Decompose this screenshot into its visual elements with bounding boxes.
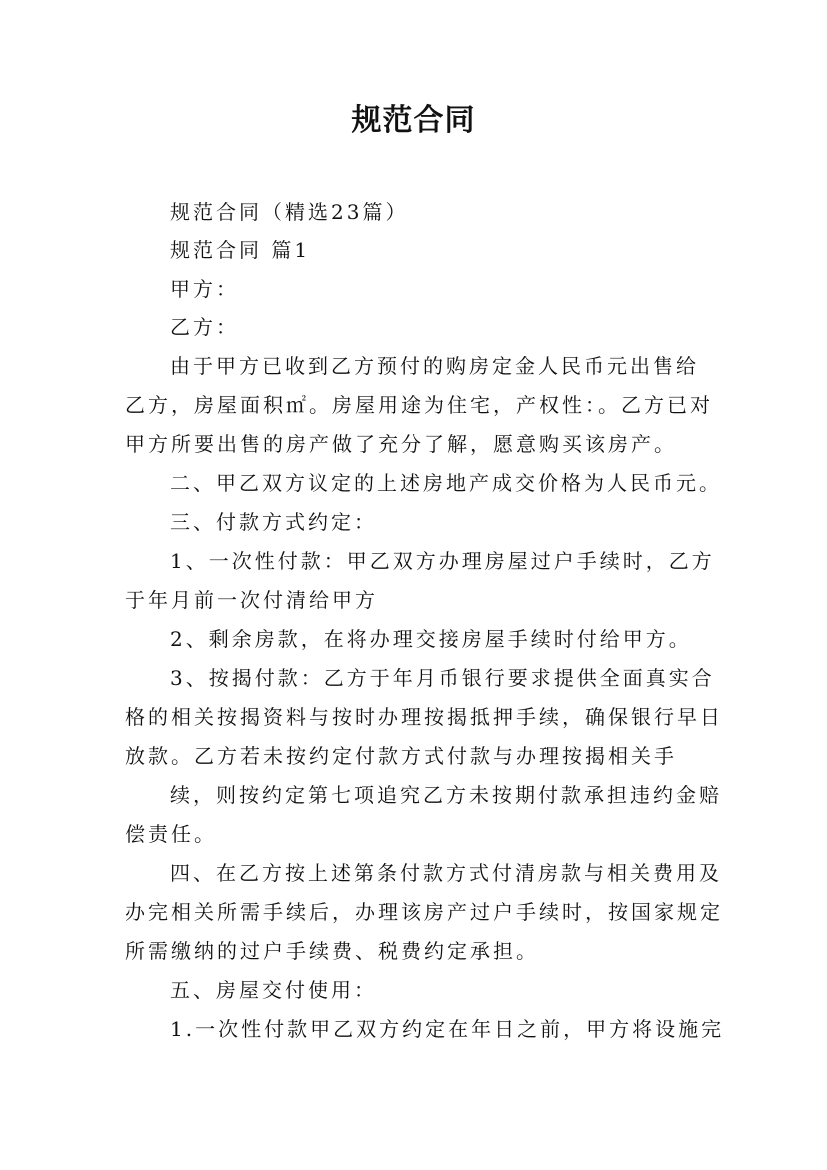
paragraph-line: 2、剩余房款，在将办理交接房屋手续时付给甲方。: [170, 627, 692, 651]
paragraph-line: 偿责任。: [125, 822, 217, 846]
paragraph-line: 1.一次性付款甲乙双方约定在年日之前，甲方将设施完: [170, 1017, 725, 1041]
paragraph-line: 甲方所要出售的房产做了充分了解，愿意购买该房产。: [125, 432, 677, 456]
clause-three-heading: 三、付款方式约定：: [170, 510, 377, 534]
paragraph-line: 3、按揭付款：乙方于年月币银行要求提供全面真实合: [170, 666, 715, 690]
paragraph-line: 由于甲方已收到乙方预付的购房定金人民币元出售给: [170, 354, 699, 378]
paragraph-line: 于年月前一次付清给甲方: [125, 588, 378, 612]
paragraph-line: 格的相关按揭资料与按时办理按揭抵押手续，确保银行早日: [125, 705, 723, 729]
party-a-label: 甲方：: [170, 277, 239, 301]
paragraph-line: 乙方，房屋面积㎡。房屋用途为住宅，产权性：。乙方已对: [125, 393, 713, 417]
document-title: 规范合同: [351, 103, 476, 138]
paragraph-line: 所需缴纳的过户手续费、税费约定承担。: [125, 939, 539, 963]
paragraph-line: 四、在乙方按上述第条付款方式付清房款与相关费用及: [170, 861, 722, 885]
paragraph-line: 续，则按约定第七项追究乙方未按期付款承担违约金赔: [170, 783, 722, 807]
section-heading: 规范合同 篇1: [170, 238, 311, 262]
paragraph-line: 1、一次性付款：甲乙双方办理房屋过户手续时，乙方: [170, 549, 715, 573]
paragraph-line: 办完相关所需手续后，办理该房产过户手续时，按国家规定: [125, 900, 723, 924]
paragraph-line: 放款。乙方若未按约定付款方式付款与办理按揭相关手: [125, 744, 677, 768]
party-b-label: 乙方：: [170, 315, 239, 339]
clause-two: 二、甲乙双方议定的上述房地产成交价格为人民币元。: [170, 471, 722, 495]
clause-five-heading: 五、房屋交付使用：: [170, 978, 377, 1002]
doc-subtitle: 规范合同（精选23篇）: [170, 200, 409, 224]
